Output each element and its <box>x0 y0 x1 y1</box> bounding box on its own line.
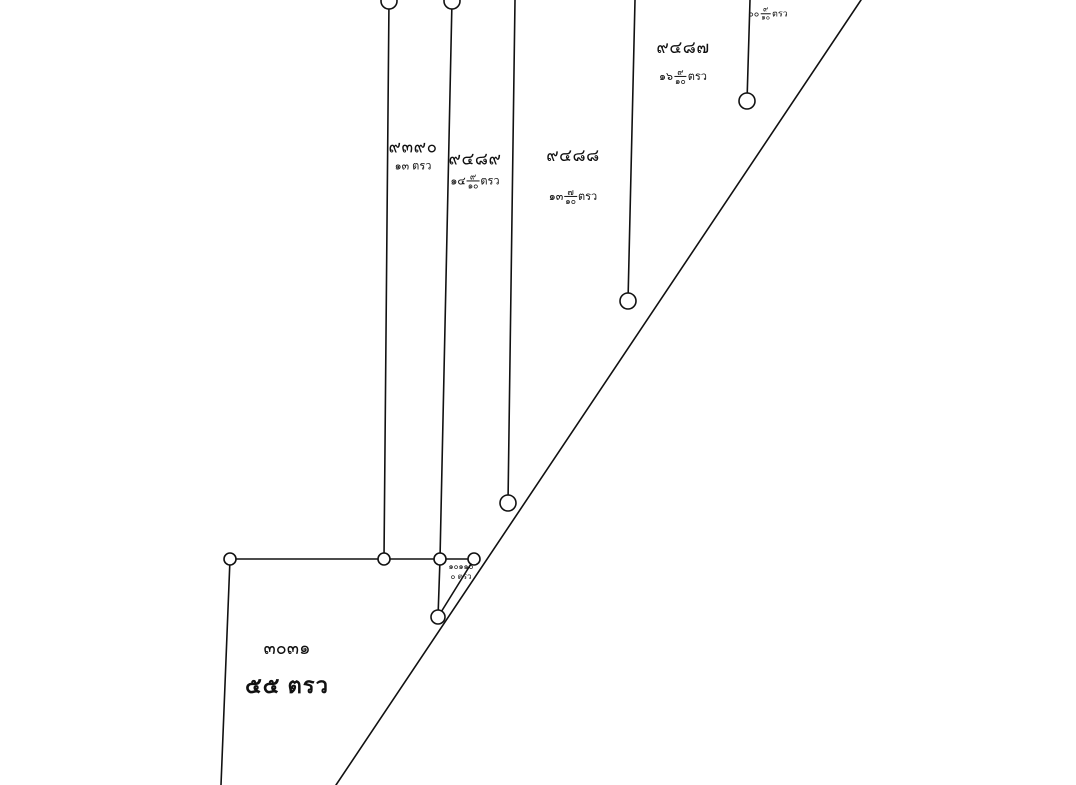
parcel-label-9487 <box>656 38 709 86</box>
parcel-area: ๑๓ $\frac{๗}{๑๐}$ ตรว <box>548 186 598 207</box>
survey-point-icon <box>381 0 397 9</box>
parcel-number: ๙๔๘๘ <box>546 145 600 165</box>
parcel-label-strip <box>449 559 474 581</box>
parcel-number: ๙๓๙๐ <box>388 137 438 157</box>
survey-point-icon <box>434 553 446 565</box>
parcel-label-3031 <box>245 638 329 698</box>
divider-line-2 <box>440 0 452 559</box>
parcel-area: ๕๕ ตรว <box>245 672 329 698</box>
survey-point-icon <box>431 610 445 624</box>
parcel-area: ๑๖ $\frac{๙}{๑๐}$ ตรว <box>659 66 707 87</box>
fraction: $\frac{๙}{๑๐}$ <box>467 170 479 191</box>
survey-point-markers <box>224 0 755 624</box>
lower-parcel-left-edge <box>221 559 230 785</box>
parcel-number: ๙๔๘๗ <box>656 37 710 57</box>
fraction: $\frac{๙}{๑๐}$ <box>675 66 686 87</box>
road-diagonal-line <box>336 0 861 785</box>
survey-point-icon <box>378 553 390 565</box>
parcel-label-9489 <box>449 149 502 190</box>
parcel-label-9488 <box>546 146 600 206</box>
parcel-area: ๐ ตรว <box>450 572 472 581</box>
parcel-number: ๑๐๑๑๐ <box>448 561 474 571</box>
parcel-label-9390 <box>389 137 438 172</box>
survey-point-icon <box>444 0 460 9</box>
parcel-number: ๓๐๓๑ <box>263 638 311 659</box>
strip-inner-line <box>438 559 440 617</box>
fraction: $\frac{๗}{๑๐}$ <box>565 186 576 207</box>
divider-line-3 <box>508 0 515 503</box>
parcel-area: ๐๐ $\frac{๙}{๑๐}$ ตรว <box>748 6 788 22</box>
survey-point-icon <box>739 93 755 109</box>
survey-point-icon <box>500 495 516 511</box>
parcel-number: ๙๔๘๙ <box>448 149 502 169</box>
parcel-area: ๑๓ ตรว <box>394 159 432 172</box>
parcel-label-9486 <box>747 0 790 22</box>
parcel-area: ๑๔ $\frac{๙}{๑๐}$ ตรว <box>450 170 500 191</box>
fraction: $\frac{๙}{๑๐}$ <box>761 6 771 22</box>
divider-line-4 <box>628 0 635 301</box>
survey-point-icon <box>224 553 236 565</box>
divider-line-1 <box>384 0 389 559</box>
survey-point-icon <box>620 293 636 309</box>
